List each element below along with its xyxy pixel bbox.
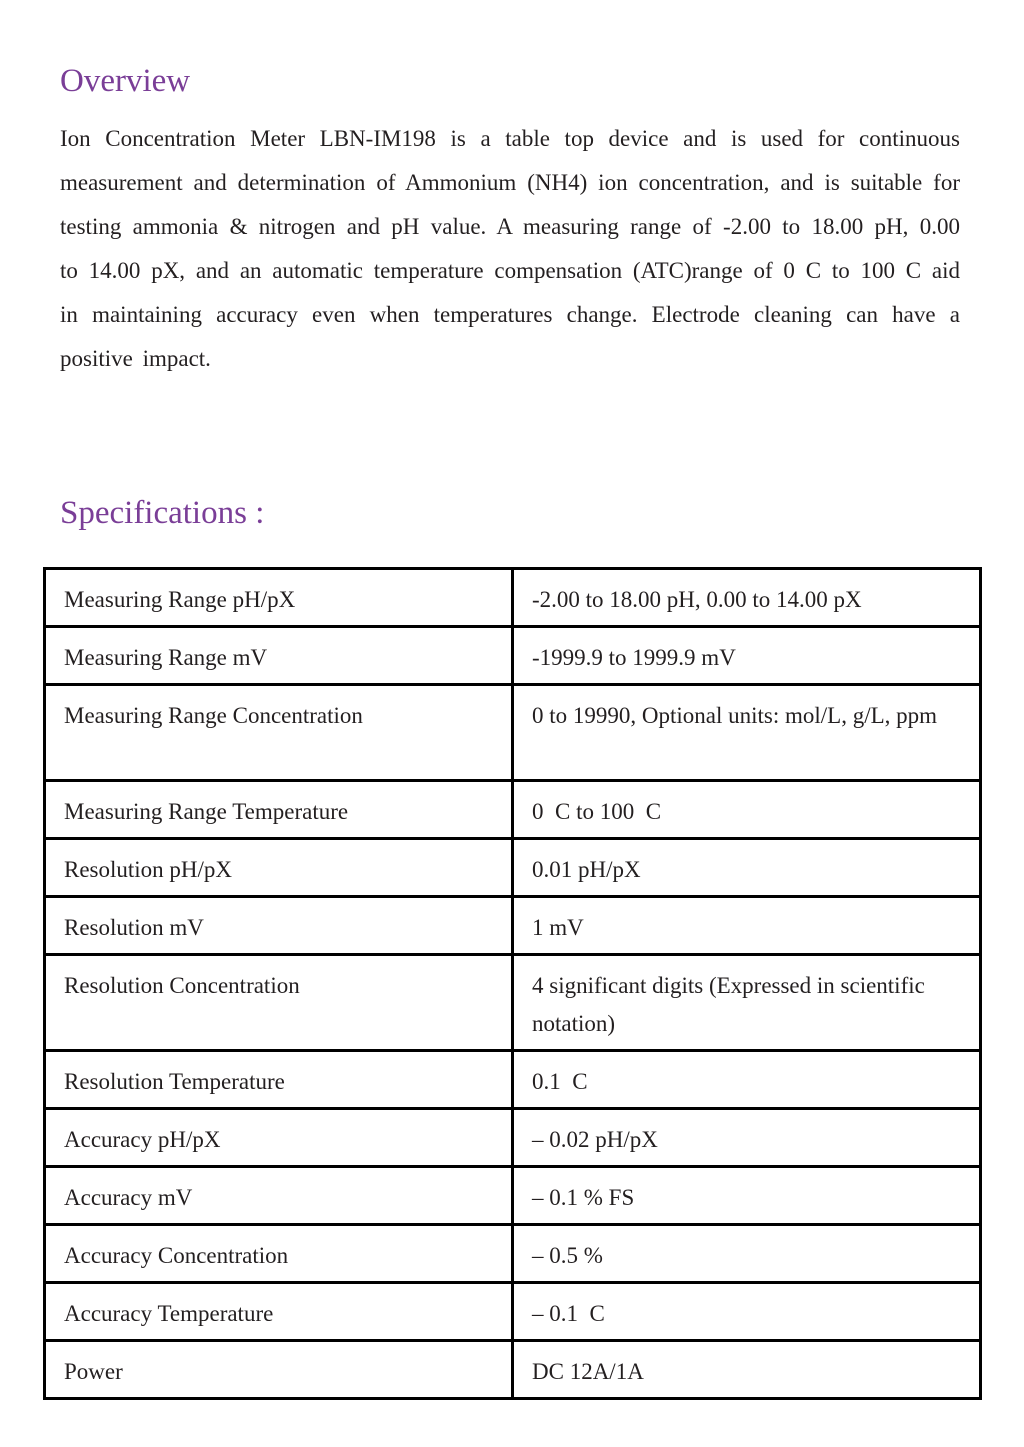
spec-row-accuracy-ph-px <box>45 1109 981 1167</box>
spec-value: – 0.1 C <box>513 1283 981 1341</box>
spec-value: 0 C to 100 C <box>513 781 981 839</box>
spec-label: Resolution Temperature <box>45 1051 513 1109</box>
specifications-heading: Specifications : <box>60 495 265 531</box>
spec-row-resolution-ph-px <box>45 839 981 897</box>
spec-value: 1 mV <box>513 897 981 955</box>
spec-label: Measuring Range Temperature <box>45 781 513 839</box>
spec-row-power <box>45 1341 981 1399</box>
spec-label: Accuracy mV <box>45 1167 513 1225</box>
spec-value: -2.00 to 18.00 pH, 0.00 to 14.00 pX <box>513 569 981 627</box>
spec-label: Resolution mV <box>45 897 513 955</box>
spec-row-resolution-temperature <box>45 1051 981 1109</box>
spec-label: Measuring Range mV <box>45 627 513 685</box>
spec-label: Accuracy Concentration <box>45 1225 513 1283</box>
spec-label: Resolution Concentration <box>45 955 513 1051</box>
spec-value: 0.1 C <box>513 1051 981 1109</box>
spec-value: – 0.02 pH/pX <box>513 1109 981 1167</box>
spec-label: Power <box>45 1341 513 1399</box>
spec-row-measuring-range-concentration <box>45 685 981 781</box>
spec-row-measuring-range-ph-px <box>45 569 981 627</box>
spec-label: Measuring Range pH/pX <box>45 569 513 627</box>
spec-value: – 0.5 % <box>513 1225 981 1283</box>
spec-value: -1999.9 to 1999.9 mV <box>513 627 981 685</box>
spec-row-resolution-concentration <box>45 955 981 1051</box>
spec-label: Resolution pH/pX <box>45 839 513 897</box>
spec-row-measuring-range-mv <box>45 627 981 685</box>
specifications-table <box>43 567 982 1400</box>
spec-value: 0.01 pH/pX <box>513 839 981 897</box>
spec-value: – 0.1 % FS <box>513 1167 981 1225</box>
overview-heading: Overview <box>60 63 191 99</box>
spec-value: DC 12A/1A <box>513 1341 981 1399</box>
spec-label: Measuring Range Concentration <box>45 685 513 781</box>
spec-value: 4 significant digits (Expressed in scientific notation) <box>513 955 981 1051</box>
spec-label: Accuracy Temperature <box>45 1283 513 1341</box>
spec-row-measuring-range-temperature <box>45 781 981 839</box>
spec-row-accuracy-concentration <box>45 1225 981 1283</box>
spec-label: Accuracy pH/pX <box>45 1109 513 1167</box>
overview-paragraph: Ion Concentration Meter LBN-IM198 is a table top device and is used for continuous measurement and determination of Ammonium (NH4) ion concentration, and is suitable for testing ammonia & nitrogen and pH value. A measuring range of -2.00 to 18.00 pH, 0.00 to 14.00 pX, and an automatic temperature compensation (ATC)range of 0 C to 100 C aid in maintaining accuracy even when temperatures change. Electrode cleaning can have a positive impact. <box>60 126 960 371</box>
spec-value: 0 to 19990, Optional units: mol/L, g/L, ppm <box>513 685 981 781</box>
spec-row-resolution-mv <box>45 897 981 955</box>
spec-row-accuracy-temperature <box>45 1283 981 1341</box>
spec-row-accuracy-mv <box>45 1167 981 1225</box>
